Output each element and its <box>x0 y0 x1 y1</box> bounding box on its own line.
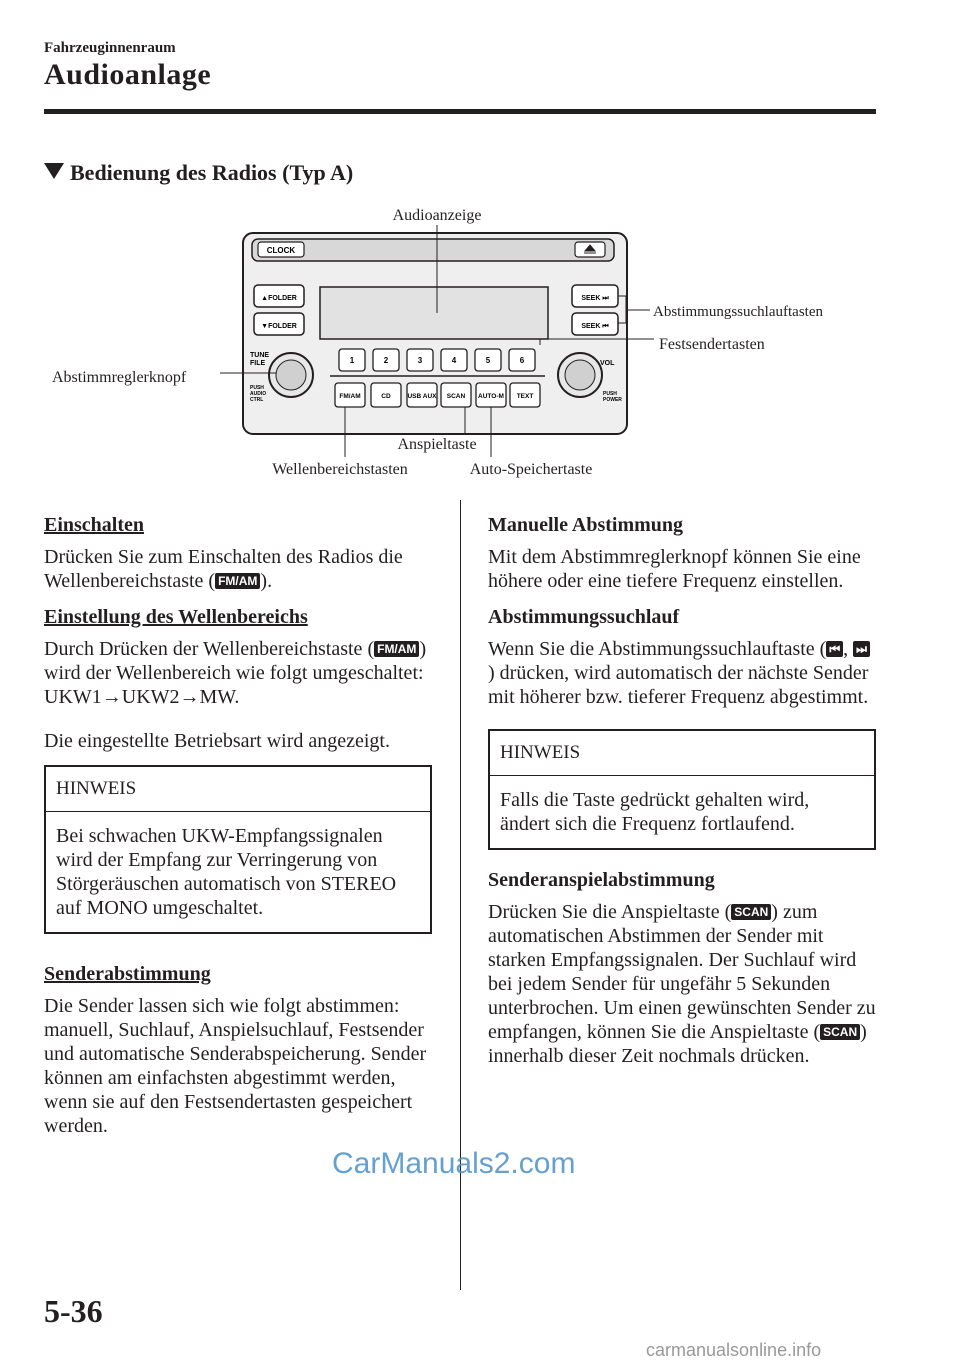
heading-manuell: Manuelle Abstimmung <box>488 514 684 536</box>
svg-text:PUSH: PUSH <box>250 385 264 391</box>
page-title: Audioanlage <box>44 58 212 91</box>
svg-text:SEEK ⏭: SEEK ⏭ <box>581 295 609 302</box>
svg-text:TEXT: TEXT <box>516 393 534 400</box>
label-audioanzeige: Audioanzeige <box>392 207 482 224</box>
fm-am-icon: FM/AM <box>215 573 260 589</box>
svg-text:5: 5 <box>485 356 491 365</box>
paragraph: Drücken Sie zum Einschalten des Radios die Wellenbereichstaste ( FM/AM ). <box>44 546 403 592</box>
paragraph: Die eingestellte Betriebsart wird angezeigt. <box>44 730 390 752</box>
heading-senderabstimmung: Senderabstimmung <box>44 963 211 985</box>
paragraph: Wenn Sie die Abstimmungssuchlauftaste ( ⏮ , ⏭) drücken, wird automatisch der nächste Sender mit höherer bzw. tieferer Frequenz abgestimmt. <box>488 638 869 708</box>
svg-text:PUSH: PUSH <box>603 391 617 397</box>
svg-text:2: 2 <box>383 356 389 365</box>
note-title: HINWEIS <box>490 731 874 776</box>
note-title: HINWEIS <box>46 767 430 812</box>
svg-text:3: 3 <box>417 356 423 365</box>
heading-wellenbereich: Einstellung des Wellenbereichs <box>44 606 308 628</box>
vol-label: VOL <box>600 360 615 367</box>
fm-am-icon: FM/AM <box>374 641 419 657</box>
note-body: Falls die Taste gedrückt gehalten wird, ändert sich die Frequenz fortlaufend. <box>500 789 810 835</box>
svg-text:FM/AM: FM/AM <box>339 393 361 400</box>
svg-text:4: 4 <box>451 356 457 365</box>
seek-down-icon: ⏮ <box>826 641 843 657</box>
svg-text:AUTO-M: AUTO-M <box>478 393 504 400</box>
svg-text:CD: CD <box>381 393 391 400</box>
svg-text:1: 1 <box>349 356 355 365</box>
label-automem: Auto-Speichertaste <box>469 461 593 478</box>
note-box <box>488 729 876 850</box>
note-body: Bei schwachen UKW-Empfangssignalen wird der Empfang zur Verringerung von Störgeräuschen automatisch von STEREO auf MONO umgeschaltet. <box>56 825 397 919</box>
radio-figure <box>0 195 960 495</box>
label-band: Wellenbereichstasten <box>272 461 408 478</box>
paragraph: Mit dem Abstimmreglerknopf können Sie eine höhere oder eine tiefere Frequenz einstellen. <box>488 546 861 592</box>
scan-icon: SCAN <box>820 1024 860 1040</box>
seek-up-icon: ⏭ <box>853 641 870 657</box>
svg-text:6: 6 <box>519 356 525 365</box>
svg-text:POWER: POWER <box>603 397 622 403</box>
svg-text:AUDIO: AUDIO <box>250 391 267 397</box>
label-scan: Anspieltaste <box>397 436 477 453</box>
header-rule <box>44 109 876 114</box>
scan-icon: SCAN <box>731 904 771 920</box>
footer-watermark: carmanualsonline.info <box>646 1340 822 1360</box>
note-box <box>44 765 432 934</box>
section-title <box>44 160 353 186</box>
heading-suchlauf: Abstimmungssuchlauf <box>488 606 680 628</box>
section-title-text: Bedienung des Radios (Typ A) <box>70 160 354 185</box>
left-column <box>44 513 432 1150</box>
svg-text:▼FOLDER: ▼FOLDER <box>261 323 297 330</box>
svg-text:USB AUX: USB AUX <box>407 393 437 400</box>
svg-text:FILE: FILE <box>250 360 266 367</box>
paragraph: Durch Drücken der Wellenbereichstaste ( FM/AM ) wird der Wellenbereich wie folgt umgeschaltet: UKW1→UKW2→MW. <box>44 638 427 708</box>
watermark: CarManuals2.com <box>332 1147 576 1180</box>
paragraph: Drücken Sie die Anspieltaste ( SCAN ) zum automatischen Abstimmen der Sender mit starken Empfangssignalen. Der Suchlauf wird bei jedem Sender für ungefähr 5 Sekunden unterbrochen. Um einen gewünschten Sender zu empfangen, können Sie die Anspieltaste ( SCAN ) innerhalb dieser Zeit nochmals drücken. <box>488 901 876 1067</box>
label-seek: Abstimmungssuchlauftasten <box>653 304 823 320</box>
label-tune-knob: Abstimmreglerknopf <box>52 369 187 386</box>
heading-einschalten: Einschalten <box>44 514 145 536</box>
label-presets: Festsendertasten <box>659 336 765 353</box>
svg-text:SEEK ⏮: SEEK ⏮ <box>581 323 609 330</box>
svg-text:SCAN: SCAN <box>446 393 466 400</box>
svg-text:CTRL: CTRL <box>250 397 264 403</box>
triangle-icon <box>44 163 64 179</box>
header-section: Fahrzeuginnenraum <box>44 40 176 56</box>
clock-label: CLOCK <box>266 246 296 255</box>
svg-text:▲FOLDER: ▲FOLDER <box>261 295 297 302</box>
page-number: 5-36 <box>44 1293 103 1329</box>
tune-label: TUNE <box>250 352 270 359</box>
heading-anspiel: Senderanspielabstimmung <box>488 869 715 891</box>
paragraph: Die Sender lassen sich wie folgt abstimmen: manuell, Suchlauf, Anspielsuchlauf, Festsender und automatische Senderabspeicherung. Sender können am einfachsten abgestimmt werden, wenn sie auf den Festsendertasten gespeichert werden. <box>44 995 427 1137</box>
audio-display <box>320 287 548 339</box>
right-column <box>488 513 876 1080</box>
